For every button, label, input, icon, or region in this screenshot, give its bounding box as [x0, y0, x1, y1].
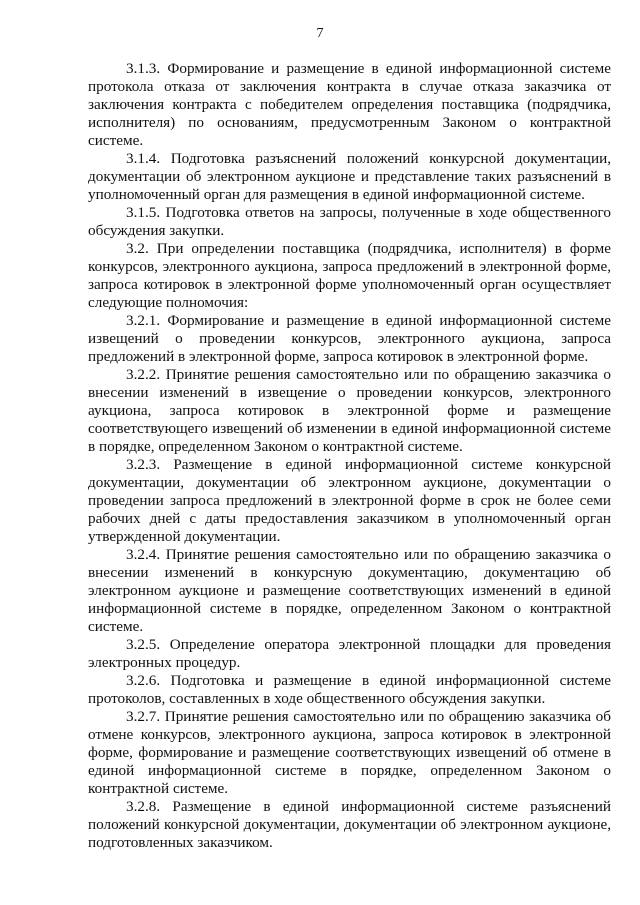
paragraph-3-1-4: 3.1.4. Подготовка разъяснений положений конкурсной документации, документации об электронном аукционе и представление таких разъяснений в уполномоченный орган для размещения в единой информационной системе. [88, 150, 611, 203]
paragraph-3-2-3: 3.2.3. Размещение в единой информационной системе конкурсной документации, документации об электронном аукционе, документации о проведении запроса предложений в электронной форме в срок не более семи рабочих дней с даты предоставления заказчиком в уполномоченный орган утвержденной документации. [88, 456, 611, 545]
document-body [88, 60, 611, 852]
paragraph-3-2-7: 3.2.7. Принятие решения самостоятельно или по обращению заказчика об отмене конкурсов, электронного аукциона, запроса котировок в электронной форме, формирование и размещение соответствующих извещений об отмене в единой информационной системе в порядке, определенном Законом о контрактной системе. [88, 708, 611, 797]
page-number: 7 [316, 26, 324, 41]
paragraph-3-2-6: 3.2.6. Подготовка и размещение в единой информационной системе протоколов, составленных в ходе общественного обсуждения закупки. [88, 672, 611, 707]
paragraph-3-2-5: 3.2.5. Определение оператора электронной площадки для проведения электронных процедур. [88, 636, 611, 671]
paragraph-3-1-3: 3.1.3. Формирование и размещение в единой информационной системе протокола отказа от заключения контракта в случае отказа заказчика от заключения контракта с победителем определения поставщика (подрядчика, исполнителя) по основаниям, предусмотренным Законом о контрактной системе. [88, 60, 611, 149]
paragraph-3-2-4: 3.2.4. Принятие решения самостоятельно или по обращению заказчика о внесении изменений в конкурсную документацию, документацию об электронном аукционе и размещение соответствующих изменений в единой информационной системе в порядке, определенном Законом о контрактной системе. [88, 546, 611, 635]
paragraph-3-2-2: 3.2.2. Принятие решения самостоятельно или по обращению заказчика о внесении изменений в извещение о проведении конкурсов, электронного аукциона, запроса котировок в электронной форме и размещение соответствующего извещений об изменении в единой информационной системе в порядке, определенном Законом о контрактной системе. [88, 366, 611, 455]
paragraph-3-2-1: 3.2.1. Формирование и размещение в единой информационной системе извещений о проведении конкурсов, электронного аукциона, запроса предложений в электронной форме, запроса котировок в электронной форме. [88, 312, 611, 365]
paragraph-3-2-8: 3.2.8. Размещение в единой информационной системе разъяснений положений конкурсной документации, документации об электронном аукционе, подготовленных заказчиком. [88, 798, 611, 851]
paragraph-3-2: 3.2. При определении поставщика (подрядчика, исполнителя) в форме конкурсов, электронного аукциона, запроса предложений в электронной форме, запроса котировок в электронной форме уполномоченный орган осуществляет следующие полномочия: [88, 240, 611, 311]
paragraph-3-1-5: 3.1.5. Подготовка ответов на запросы, полученные в ходе общественного обсуждения закупки. [88, 204, 611, 239]
